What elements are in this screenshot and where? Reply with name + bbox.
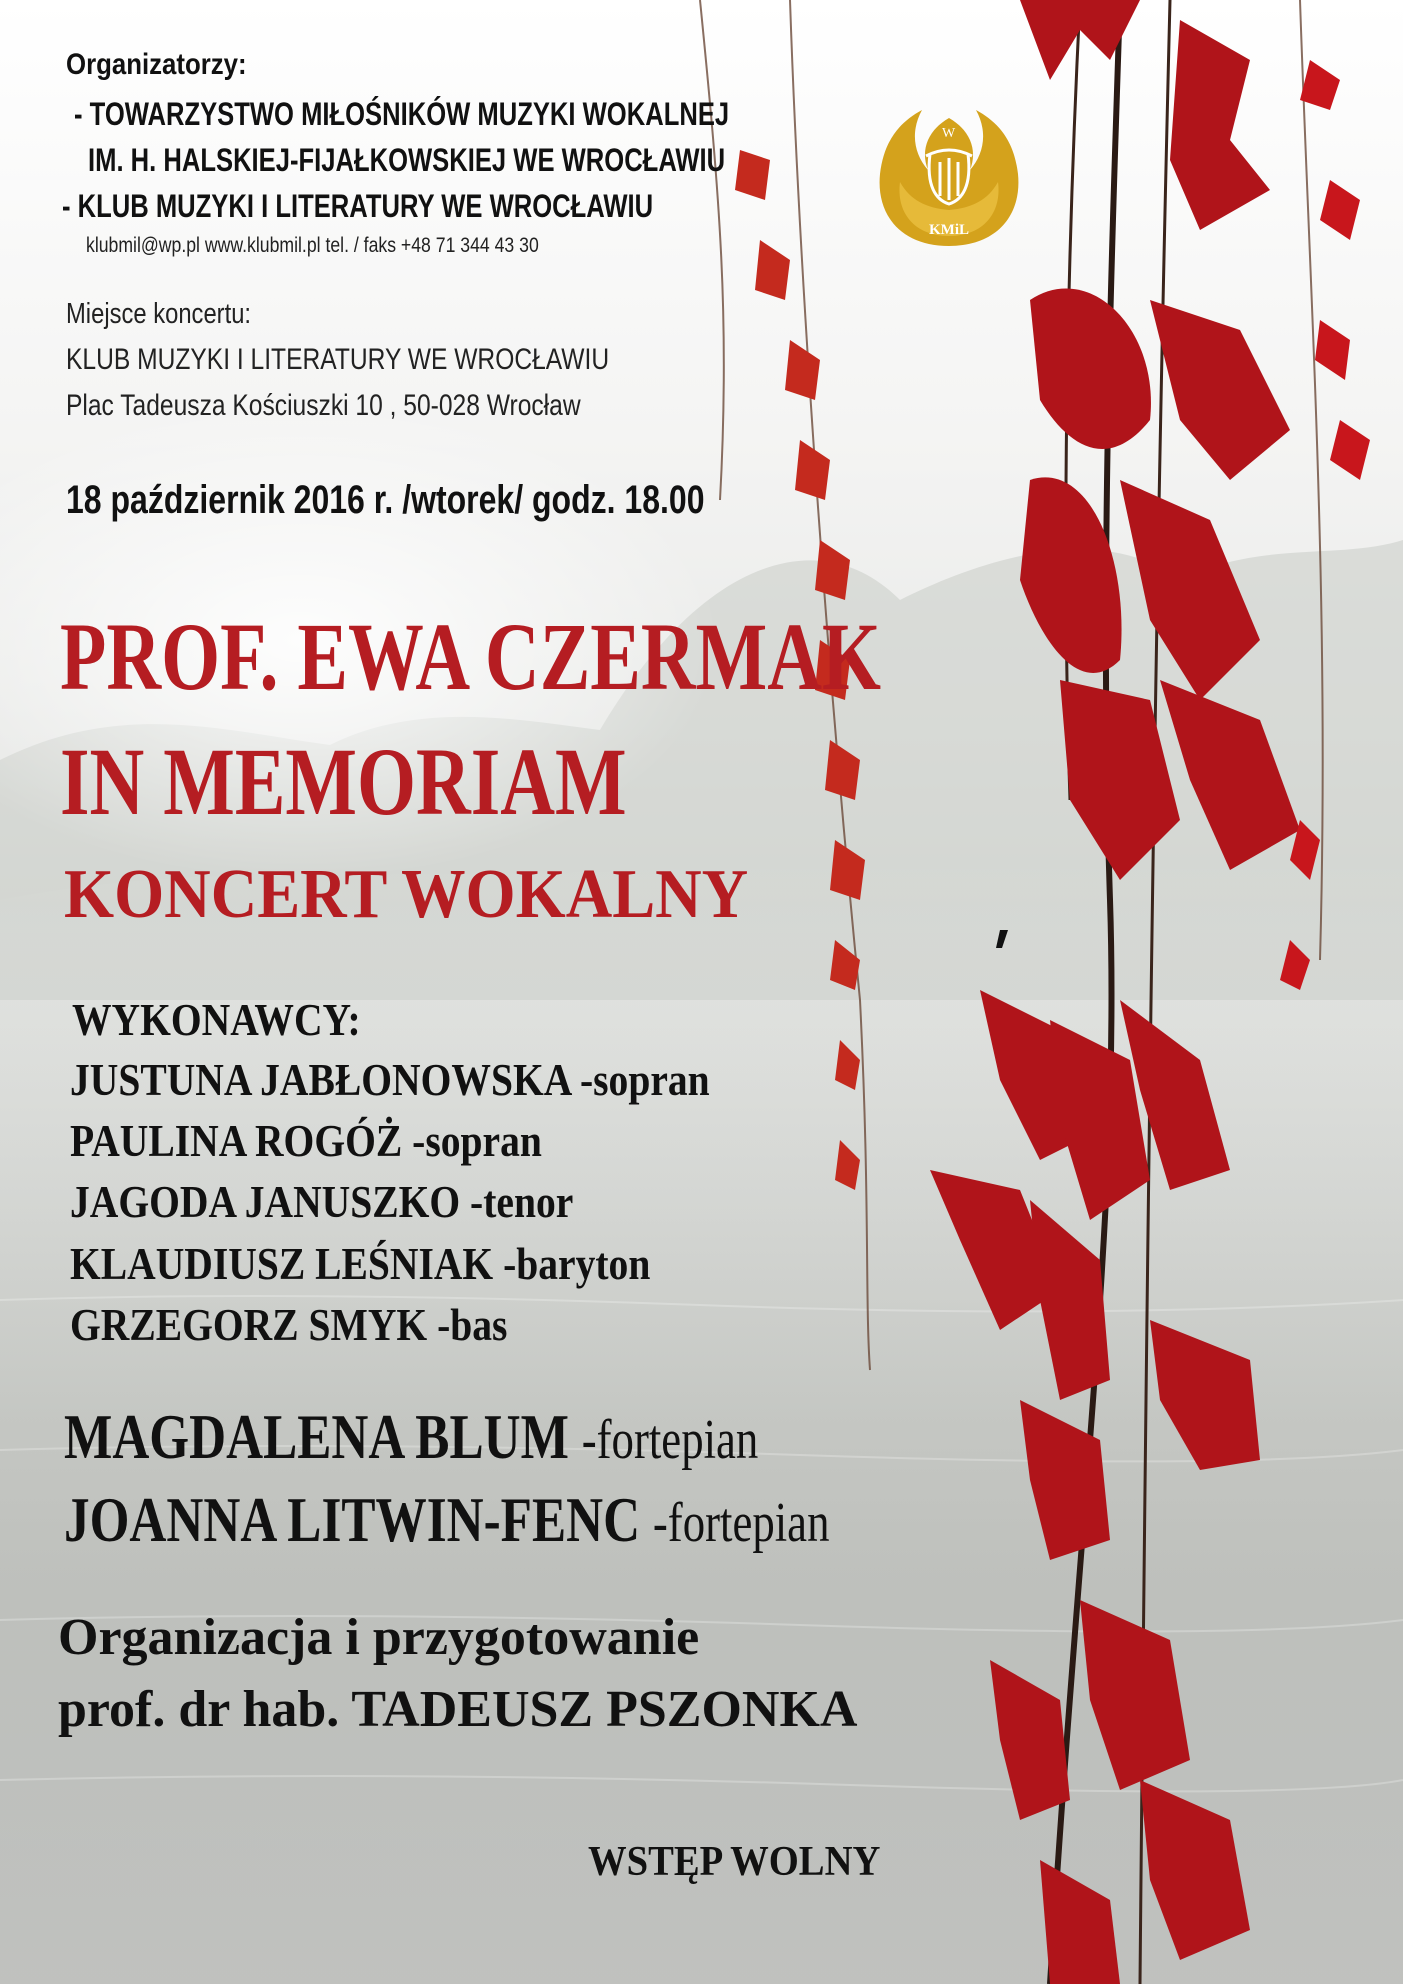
- logo-text: KMiL: [929, 222, 969, 238]
- performer-row: [70, 1298, 507, 1351]
- performer-role: -tenor: [470, 1176, 574, 1227]
- venue-address: Plac Tadeusza Kościuszki 10 , 50-028 Wrocław: [66, 389, 581, 422]
- performer-name: JUSTUNA JABŁONOWSKA: [70, 1054, 580, 1105]
- performer-role: -bas: [437, 1299, 508, 1350]
- performer-row: [70, 1175, 573, 1228]
- performer-name: KLAUDIUSZ LEŚNIAK: [70, 1238, 504, 1289]
- organizer-1-line-1: - TOWARZYSTWO MIŁOŚNIKÓW MUZYKI WOKALNEJ: [74, 96, 730, 132]
- organizer-1-line-2: IM. H. HALSKIEJ-FIJAŁKOWSKIEJ WE WROCŁAWIU: [88, 142, 726, 178]
- organizer-2: - KLUB MUZYKI I LITERATURY WE WROCŁAWIU: [62, 188, 654, 224]
- pianist-name: JOANNA LITWIN-FENC: [64, 1484, 653, 1555]
- performer-row: [70, 1114, 542, 1167]
- pianist-role: -fortepian: [581, 1409, 759, 1471]
- performer-name: JAGODA JANUSZKO: [70, 1176, 471, 1227]
- performer-row: [70, 1237, 650, 1290]
- pianist-name: MAGDALENA BLUM: [64, 1401, 582, 1472]
- venue-label: Miejsce koncertu:: [66, 298, 252, 330]
- venue-name: KLUB MUZYKI I LITERATURY WE WROCŁAWIU: [66, 343, 610, 376]
- title-line-1: PROF. EWA CZERMAK: [60, 603, 881, 710]
- pianist-row: [64, 1483, 829, 1557]
- pianist-role: -fortepian: [652, 1492, 830, 1554]
- performer-name: PAULINA ROGÓŻ: [70, 1115, 413, 1166]
- title-line-2: IN MEMORIAM: [60, 728, 627, 835]
- preparation-line-1: Organizacja i przygotowanie: [58, 1609, 700, 1666]
- contact-info: klubmil@wp.pl www.klubmil.pl tel. / faks +48 71 344 43 30: [86, 234, 539, 257]
- performer-name: GRZEGORZ SMYK: [70, 1299, 438, 1350]
- performer-role: -sopran: [579, 1054, 710, 1105]
- performer-role: -baryton: [503, 1238, 651, 1289]
- organizers-label: Organizatorzy:: [66, 48, 247, 81]
- admission-note: WSTĘP WOLNY: [588, 1839, 881, 1885]
- logo-top-letter: W: [942, 126, 956, 141]
- subtitle: KONCERT WOKALNY: [64, 856, 749, 933]
- event-date: 18 październik 2016 r. /wtorek/ godz. 18.00: [66, 478, 705, 522]
- pianist-row: [64, 1400, 758, 1474]
- performer-role: -sopran: [412, 1115, 542, 1166]
- performer-row: [70, 1053, 710, 1106]
- performers-label: WYKONAWCY:: [72, 994, 361, 1045]
- preparation-line-2: prof. dr hab. TADEUSZ PSZONKA: [58, 1681, 858, 1738]
